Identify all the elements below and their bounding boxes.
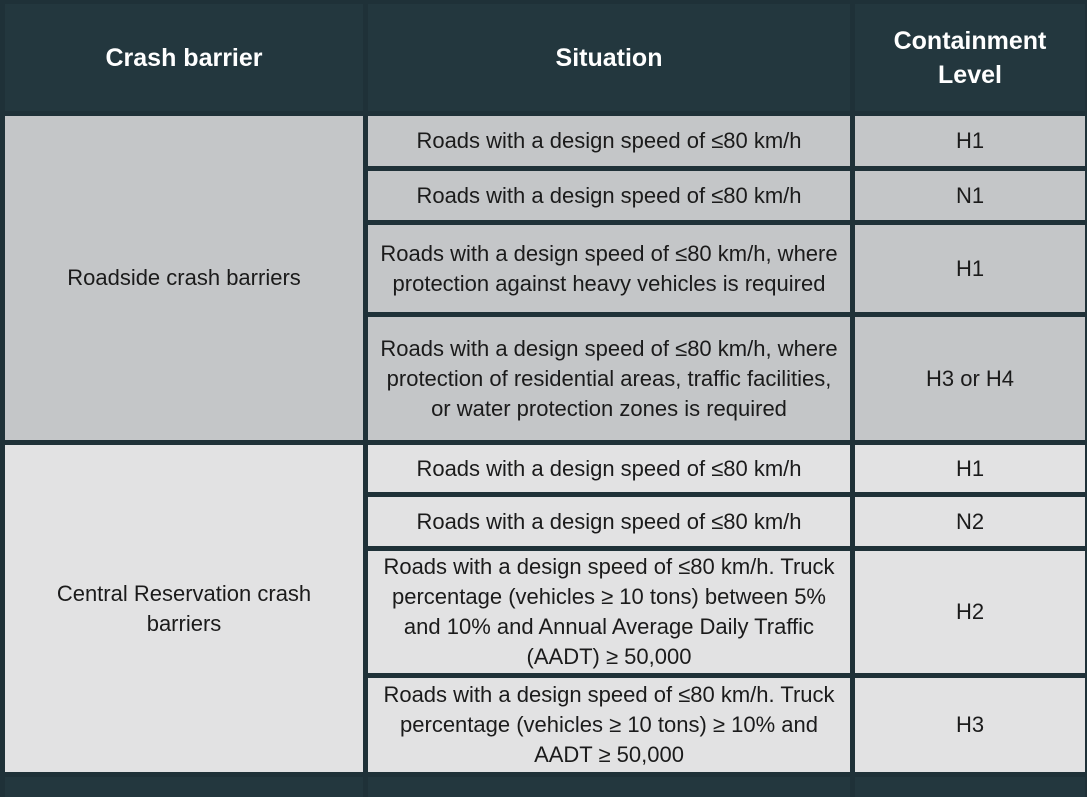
situation-cell: Roads with a design speed of ≤80 km/h <box>368 445 850 492</box>
footer-strip-col2 <box>368 777 850 797</box>
situation-cell: Roads with a design speed of ≤80 km/h, where protection of residential areas, traffic facilities, or water protection zones is required <box>368 317 850 440</box>
situation-cell: Roads with a design speed of ≤80 km/h. Truck percentage (vehicles ≥ 10 tons) between 5% and 10% and Annual Average Daily Traffic (AADT) ≥ 50,000 <box>368 551 850 673</box>
level-cell: H3 <box>855 678 1085 772</box>
header-crash-barrier: Crash barrier <box>5 4 363 111</box>
situation-cell: Roads with a design speed of ≤80 km/h <box>368 116 850 166</box>
footer-strip-col1 <box>5 777 363 797</box>
footer-strip-col3 <box>855 777 1085 797</box>
level-cell: H3 or H4 <box>855 317 1085 440</box>
situation-cell: Roads with a design speed of ≤80 km/h <box>368 497 850 546</box>
level-cell: H1 <box>855 225 1085 312</box>
situation-cell: Roads with a design speed of ≤80 km/h. Truck percentage (vehicles ≥ 10 tons) ≥ 10% and AADT ≥ 50,000 <box>368 678 850 772</box>
situation-cell: Roads with a design speed of ≤80 km/h <box>368 171 850 220</box>
level-cell: N1 <box>855 171 1085 220</box>
group-label-central-reservation: Central Reservation crash barriers <box>5 445 363 772</box>
group-label-roadside: Roadside crash barriers <box>5 116 363 440</box>
level-cell: H2 <box>855 551 1085 673</box>
level-cell: H1 <box>855 116 1085 166</box>
level-cell: N2 <box>855 497 1085 546</box>
header-containment-level: Containment Level <box>855 4 1085 111</box>
header-situation: Situation <box>368 4 850 111</box>
situation-cell: Roads with a design speed of ≤80 km/h, where protection against heavy vehicles is required <box>368 225 850 312</box>
level-cell: H1 <box>855 445 1085 492</box>
